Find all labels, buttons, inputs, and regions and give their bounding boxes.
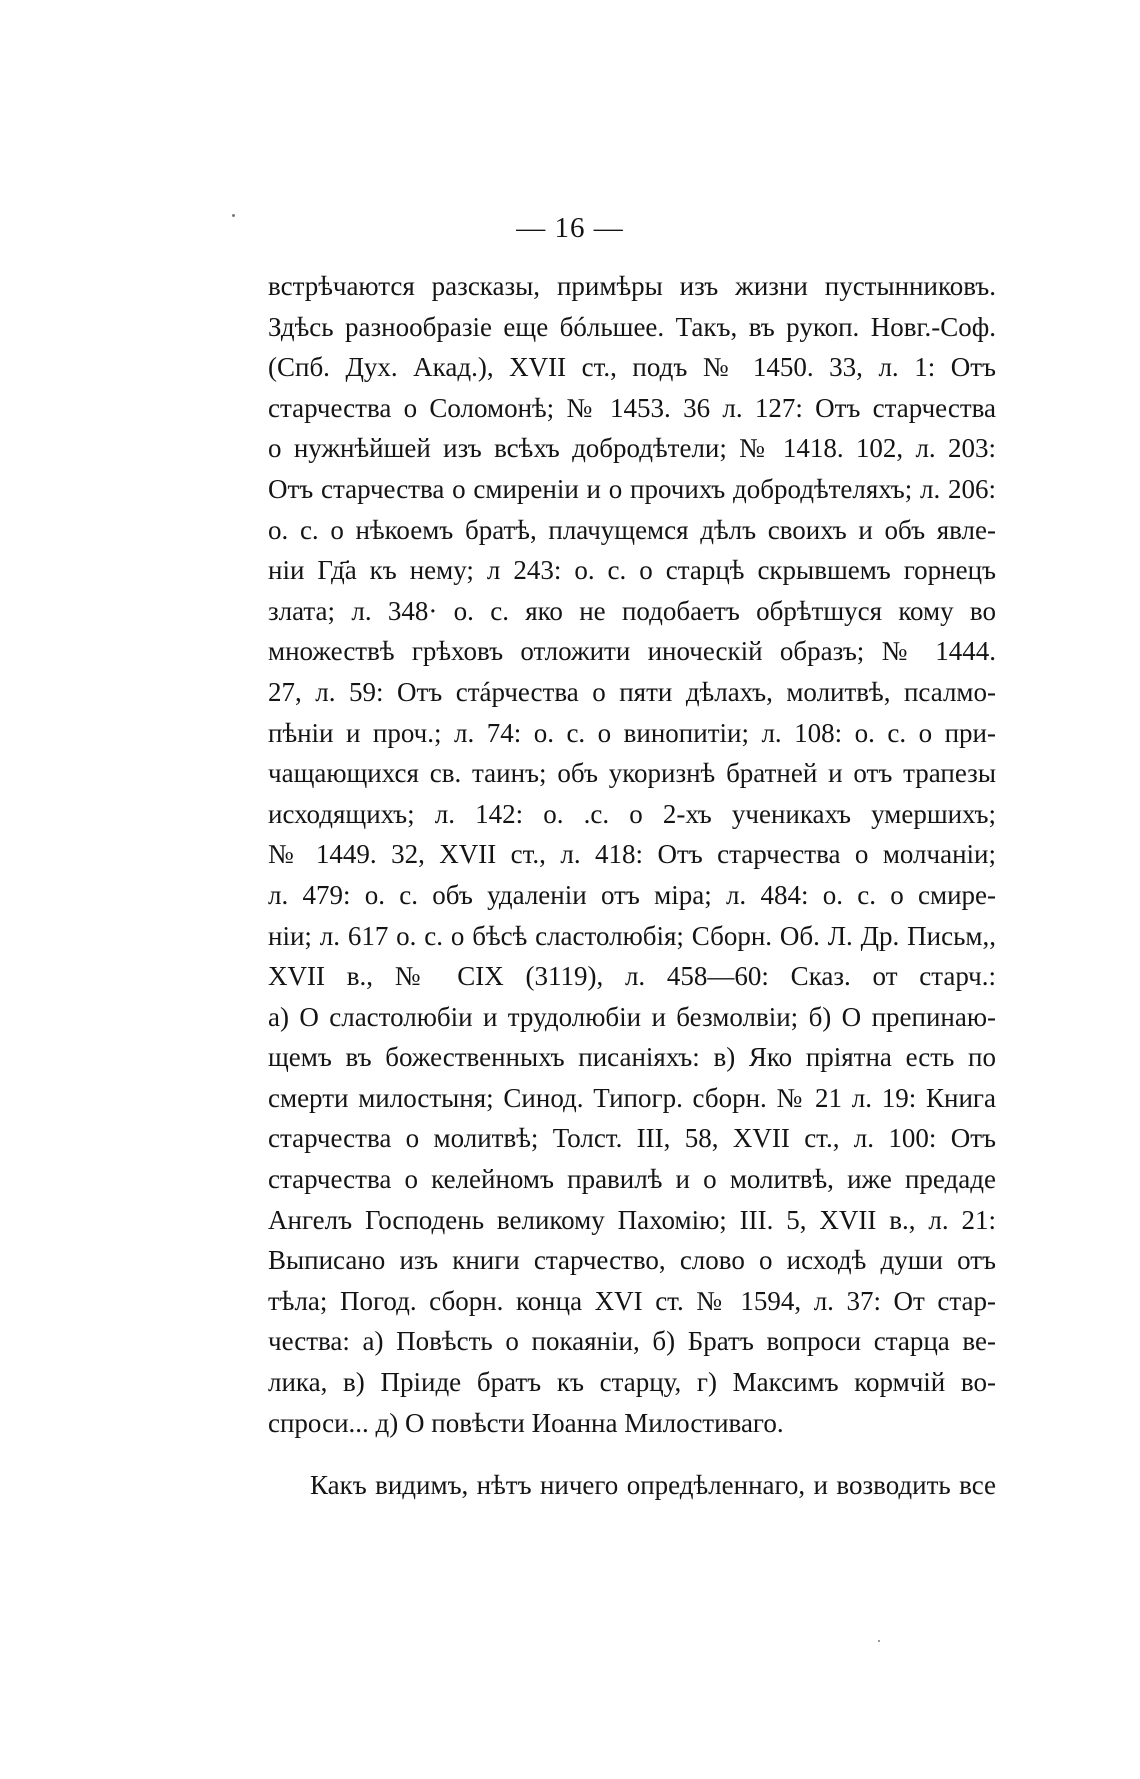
text-line: щемъ въ божественныхъ писаніяхъ: в) Яко пріятна есть по <box>268 1042 996 1073</box>
text-line: Какъ видимъ, нѣтъ ничего опредѣленнаго, и возводить все <box>310 1470 996 1501</box>
paragraph-2 <box>268 1465 996 1506</box>
text-line: л. 479: о. с. объ удаленіи отъ міра; л. 484: о. с. о смире- <box>268 879 996 910</box>
text-line: старчества о Соломонѣ; № 1453. 36 л. 127: Отъ старчества <box>268 392 996 423</box>
text-line: чащающихся св. таинъ; объ укоризнѣ братней и отъ трапезы <box>268 758 996 789</box>
text-line: старчества о молитвѣ; Толст. III, 58, XVII ст., л. 100: Отъ <box>268 1123 996 1154</box>
text-line: чества: а) Повѣсть о покаяніи, б) Братъ вопроси старца ве- <box>268 1326 996 1357</box>
text-line: спроси... д) О повѣсти Иоанна Милостиваго. <box>268 1407 784 1438</box>
text-line: № 1449. 32, XVII ст., л. 418: Отъ старчества о молчаніи; <box>268 839 996 870</box>
text-line: множествѣ грѣховъ отложити иноческій образъ; № 1444. <box>268 636 996 667</box>
text-line: встрѣчаются разсказы, примѣры изъ жизни пустынниковъ. <box>268 271 996 301</box>
text-line: смерти милостыня; Синод. Типогр. сборн. № 21 л. 19: Книга <box>268 1082 996 1113</box>
text-line: лика, в) Пріиде братъ къ старцу, г) Максимъ кормчій во- <box>268 1367 996 1398</box>
text-line: старчества о келейномъ правилѣ и о молитвѣ, иже предаде <box>268 1164 996 1195</box>
text-line: 27, л. 59: Отъ стáрчества о пяти дѣлахъ, молитвѣ, псалмо- <box>268 676 996 707</box>
text-line: Здѣсь разнообразіе еще бóльшее. Такъ, въ рукоп. Новг.-Соф. <box>268 311 996 342</box>
text-line: злата; л. 348· о. с. яко не подобаетъ обрѣтшуся кому во <box>268 595 996 626</box>
text-line: ніи; л. 617 о. с. о бѣсѣ сластолюбія; Сборн. Об. Л. Др. Письм,, <box>268 920 996 951</box>
page-number: — 16 — <box>516 212 624 244</box>
text-line: исходящихъ; л. 142: о. .с. о 2-хъ ученикахъ умершихъ; <box>268 798 996 829</box>
scan-speck <box>878 1640 880 1642</box>
text-line: о нужнѣйшей изъ всѣхъ добродѣтели; № 1418. 102, л. 203: <box>268 433 996 464</box>
paragraph-gap <box>268 1443 996 1465</box>
text-line: пѣніи и проч.; л. 74: о. с. о винопитіи; л. 108: о. с. о при- <box>268 717 996 748</box>
text-line: (Спб. Дух. Акад.), XVII ст., подъ № 1450. 33, л. 1: Отъ <box>268 352 996 383</box>
text-line: Ангелъ Господень великому Пахомію; III. 5, XVII в., л. 21: <box>268 1204 996 1235</box>
text-line: а) О сластолюбіи и трудолюбіи и безмолвіи; б) О препинаю- <box>268 1001 996 1032</box>
scan-speck <box>232 214 235 217</box>
text-line: ніи Гд҃а къ нему; л 243: о. с. о старцѣ скрывшемъ горнецъ <box>268 555 996 586</box>
text-line: Выписано изъ книги старчество, слово о исходѣ души отъ <box>268 1245 996 1276</box>
body-text <box>268 266 996 1506</box>
text-line: Отъ старчества о смиреніи и о прочихъ добродѣтеляхъ; л. 206: <box>268 473 996 504</box>
text-line: XVII в., № CIX (3119), л. 458—60: Сказ. от старч.: <box>268 961 996 992</box>
text-line: о. с. о нѣкоемъ братѣ, плачущемся дѣлъ своихъ и объ явле- <box>268 514 996 545</box>
paragraph-1 <box>268 266 996 1443</box>
text-line: тѣла; Погод. сборн. конца XVI ст. № 1594, л. 37: От стар- <box>268 1285 996 1316</box>
